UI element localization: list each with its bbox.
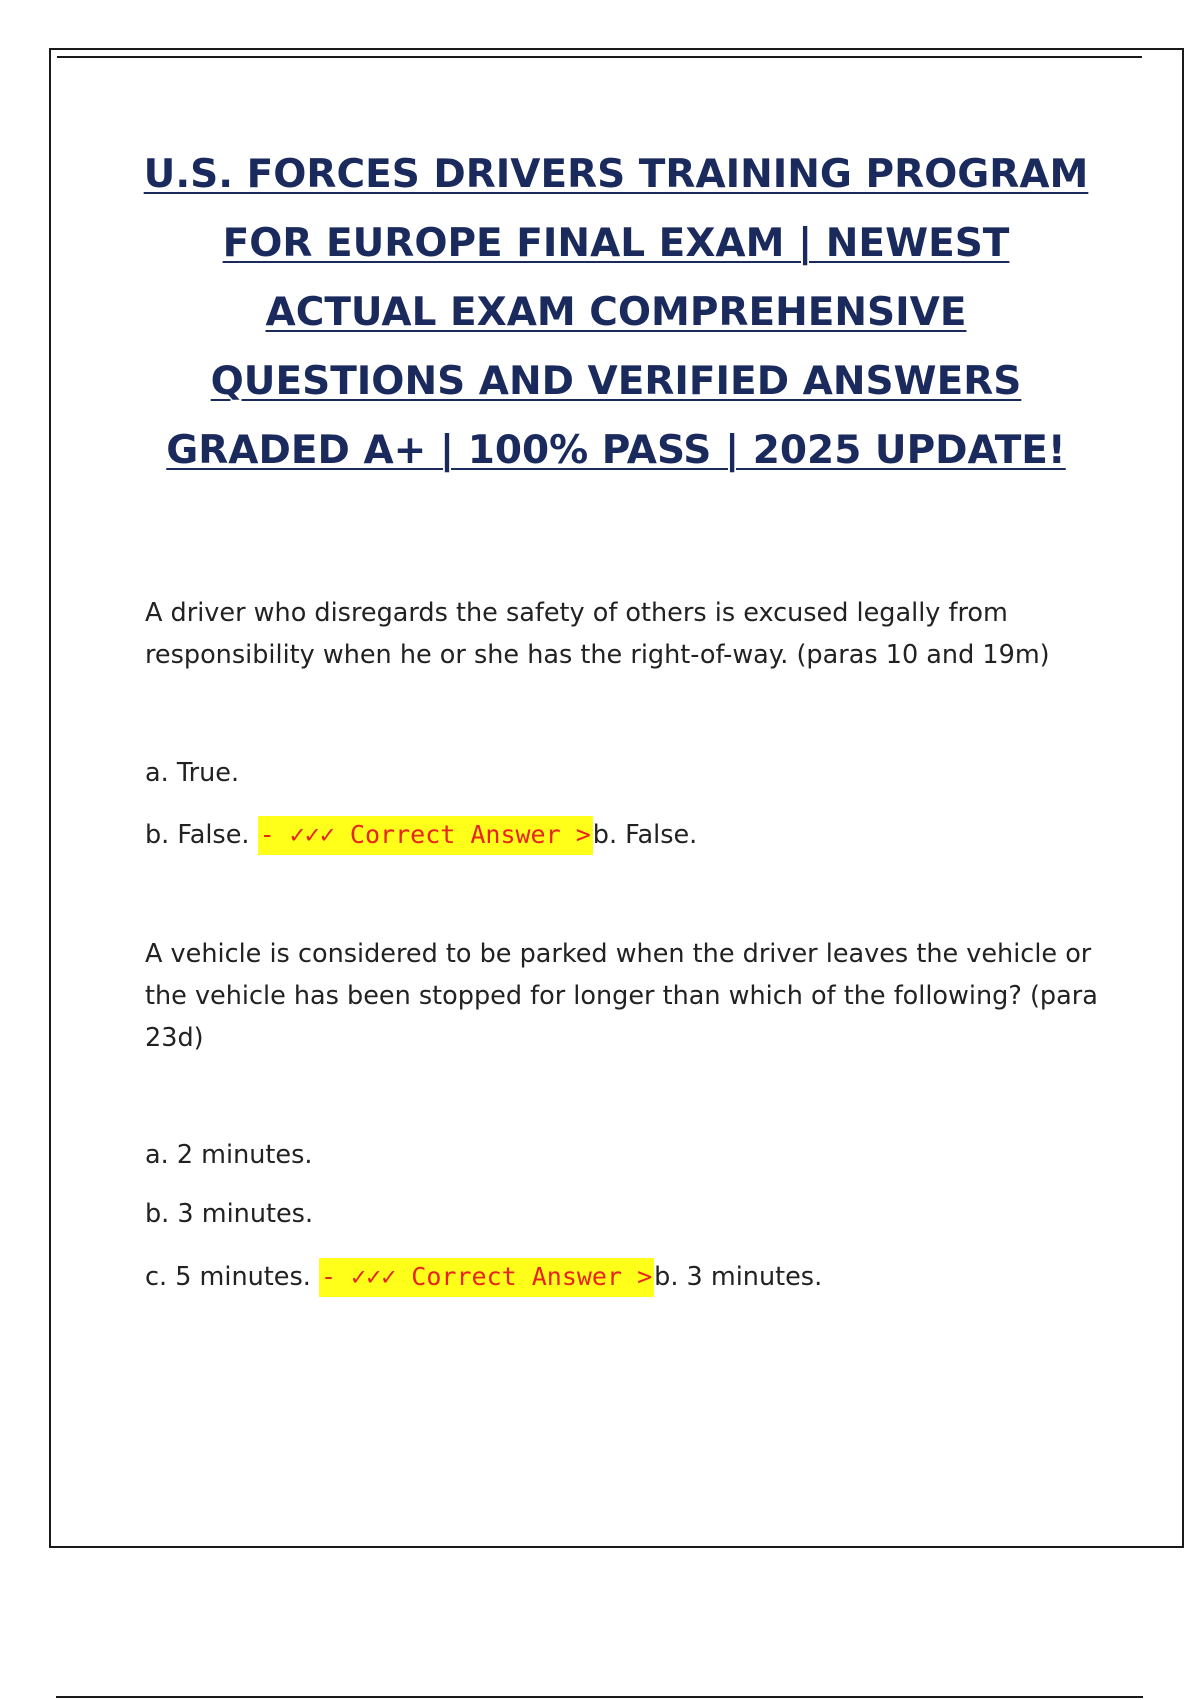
option-label: a. 2 minutes. — [145, 1140, 313, 1170]
correct-answer-value: b. 3 minutes. — [654, 1262, 823, 1292]
question-2-text: A vehicle is considered to be parked when the driver leaves the vehicle or the vehicle has been stopped for longer than which of the following? (para 23d) — [145, 939, 1098, 1053]
option-label: b. False. — [145, 820, 250, 850]
title-line-1: U.S. FORCES DRIVERS TRAINING PROGRAM — [143, 152, 1089, 197]
option-label: a. True. — [145, 758, 240, 788]
title-line-5: GRADED A+ | 100% PASS | 2025 UPDATE! — [166, 428, 1066, 473]
bottom-rule — [56, 1696, 1143, 1698]
correct-answer-marker: - ✓✓✓ Correct Answer > — [319, 1258, 654, 1297]
question-1-option-a — [145, 752, 239, 794]
option-label: c. 5 minutes. — [145, 1262, 311, 1292]
option-label: b. 3 minutes. — [145, 1199, 314, 1229]
question-2-option-c — [145, 1256, 822, 1298]
correct-answer-value: b. False. — [592, 820, 698, 850]
title-line-4: QUESTIONS AND VERIFIED ANSWERS — [210, 359, 1022, 404]
top-rule — [57, 56, 1142, 58]
question-1-option-b — [145, 814, 697, 856]
question-2-option-a — [145, 1134, 313, 1176]
question-2-option-b — [145, 1193, 313, 1235]
document-title — [90, 140, 1142, 485]
title-line-2: FOR EUROPE FINAL EXAM | NEWEST — [222, 221, 1010, 266]
title-line-3: ACTUAL EXAM COMPREHENSIVE — [265, 290, 967, 335]
question-1-text: A driver who disregards the safety of others is excused legally from responsibility when he or she has the right-of-way. (paras 10 and 19m) — [145, 598, 1050, 670]
correct-answer-marker: - ✓✓✓ Correct Answer > — [258, 816, 593, 855]
